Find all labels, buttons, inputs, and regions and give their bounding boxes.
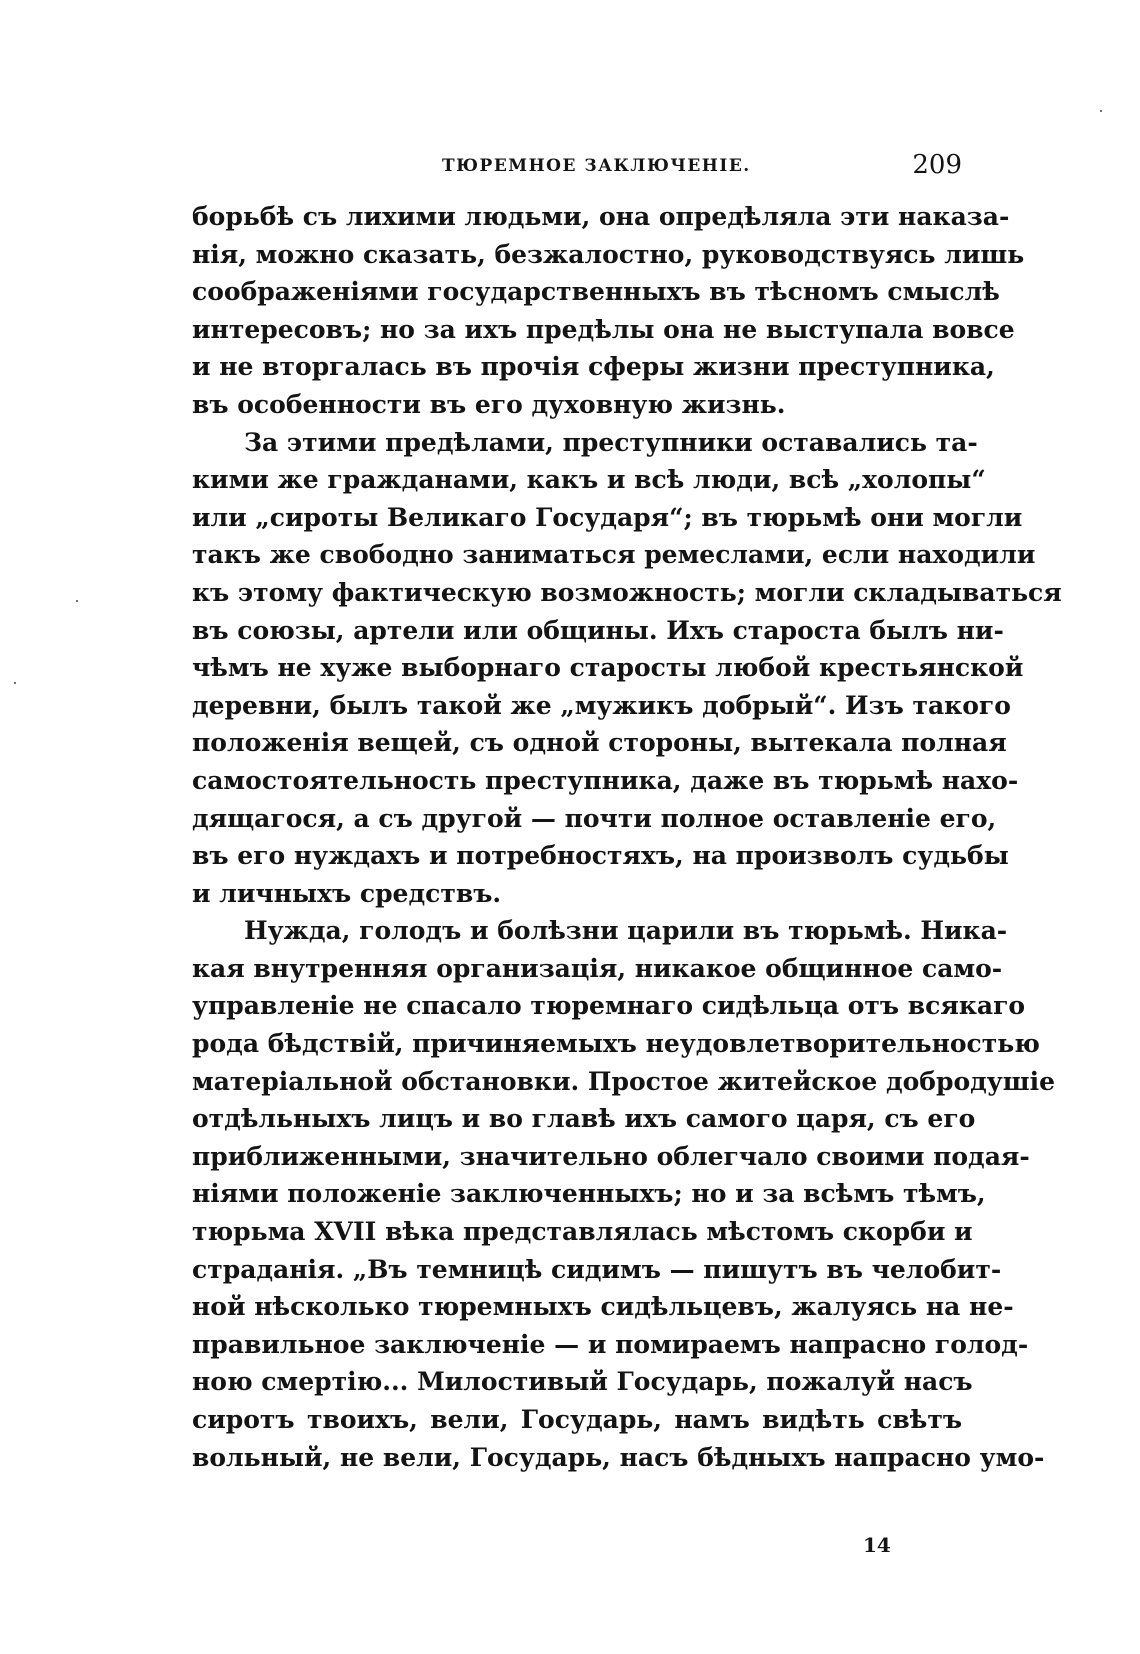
text-line: сиротъ твоихъ, вели, Государь, намъ видѣть свѣтъ [192,1405,962,1434]
text-line: чѣмъ не хуже выборнаго старосты любой крестьянской [192,653,1024,683]
text-line: ной нѣсколько тюремныхъ сидѣльцевъ, жалуясь на не- [192,1292,1014,1322]
running-head [192,150,962,184]
text-line: матеріальной обстановки. Простое житейское добродушіе [192,1066,1056,1096]
text-line: ніями положеніе заключенныхъ; но и за всѣмъ тѣмъ, [192,1179,986,1209]
text-line: страданія. „Въ темницѣ сидимъ — пишутъ въ челобит- [192,1254,1002,1284]
text-line: правильное заключеніе — и помираемъ напрасно голод- [192,1329,1029,1359]
signature-mark: 14 [863,1533,891,1557]
paragraph-start-line: За этими предѣлами, преступники оставались та- [244,427,978,457]
text-line: и не вторгалась въ прочія сферы жизни преступника, [192,352,995,382]
text-line: управленіе не спасало тюремнаго сидѣльца отъ всякаго [192,991,1026,1021]
text-line: или „сироты Великаго Государя“; въ тюрьмѣ они могли [192,502,1023,532]
text-line: рода бѣдствій, причиняемыхъ неудовлетворительностью [192,1029,1040,1059]
text-line: борьбѣ съ лихими людьми, она опредѣляла эти наказа- [192,202,1010,231]
text-line: тюрьма XVII вѣка представлялась мѣстомъ скорби и [192,1217,973,1247]
text-line: ною смертію... Милостивый Государь, пожалуй насъ [192,1367,973,1397]
text-line: вольный, не вели, Государь, насъ бѣдныхъ напрасно умо- [192,1442,1045,1472]
text-line: въ союзы, артели или общины. Ихъ староста былъ ни- [192,615,1004,645]
text-line: приближенными, значительно облегчало своими подая- [192,1141,1030,1171]
text-line: положенія вещей, съ одной стороны, вытекала полная [192,728,1007,758]
text-line: интересовъ; но за ихъ предѣлы она не выступала вовсе [192,314,1015,344]
text-line: къ этому фактическую возможность; могли складываться [192,577,1062,607]
text-line: отдѣльныхъ лицъ и во главѣ ихъ самого царя, съ его [192,1104,976,1134]
text-line: и личныхъ средствъ. [192,878,502,908]
text-line: въ особенности въ его духовную жизнь. [192,389,786,419]
text-line: деревни, былъ такой же „мужикъ добрый“. Изъ такого [192,690,1011,720]
text-line: дящагося, а съ другой — почти полное оставленіе его, [192,803,997,833]
text-line: соображеніями государственныхъ въ тѣсномъ смыслѣ [192,277,1000,307]
paragraph-start-line: Нужда, голодъ и болѣзни царили въ тюрьмѣ. Ника- [244,916,1008,946]
text-line: въ его нуждахъ и потребностяхъ, на произволъ судьбы [192,841,1009,871]
text-line: такъ же свободно заниматься ремеслами, если находили [192,540,1036,570]
text-line: нія, можно сказать, безжалостно, руководствуясь лишь [192,239,1025,269]
body-text [192,198,1062,1476]
text-line: кими же гражданами, какъ и всѣ люди, всѣ „холопы“ [192,465,986,495]
running-title: ТЮРЕМНОЕ ЗАКЛЮЧЕНІЕ. [442,156,751,176]
scan-speck [1100,110,1102,112]
text-line: кая внутренняя организація, никакое общинное само- [192,953,1003,983]
scan-speck [14,682,16,684]
page-number: 209 [912,150,962,180]
text-line: самостоятельность преступника, даже въ тюрьмѣ нахо- [192,765,1019,795]
scan-speck [76,600,78,602]
